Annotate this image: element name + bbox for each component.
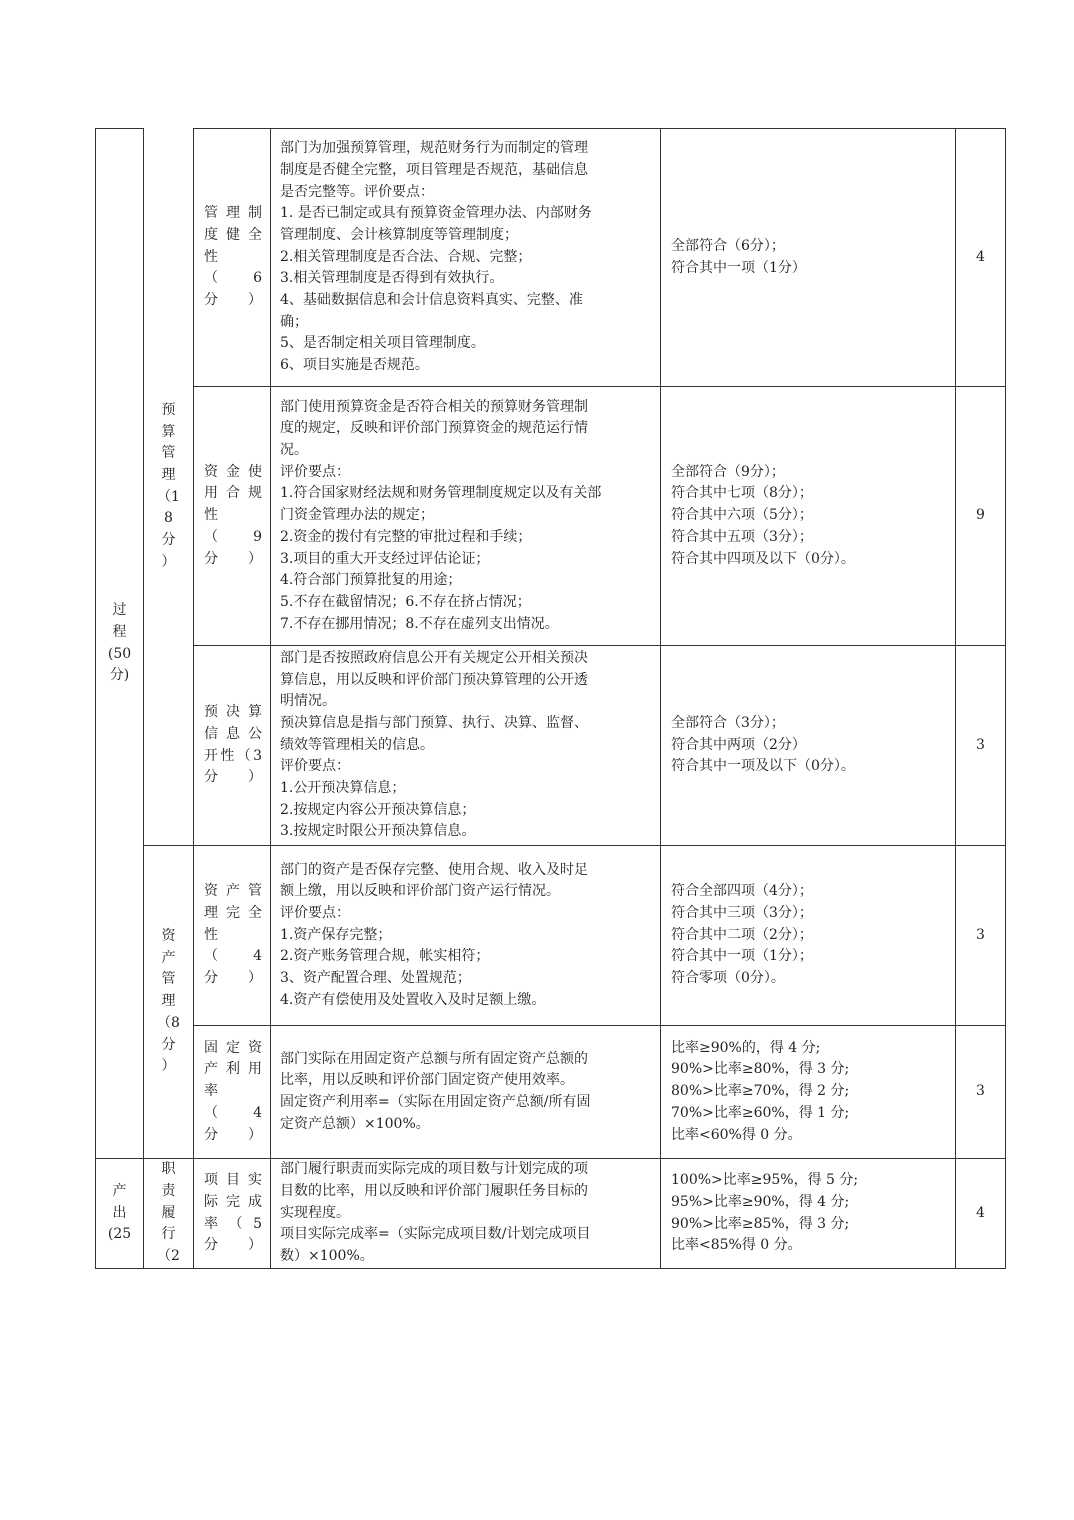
criteria-cell (661, 646, 956, 846)
description-cell-line: 部门是否按照政府信息公开有关规定公开相关预决 (280, 649, 588, 666)
indicator-cell-line: 性 (204, 507, 218, 524)
subcategory-cell (144, 129, 194, 846)
criteria-cell-line: 符合其中七项（8分）； (671, 485, 813, 502)
description-cell-line: 1.公开预决算信息； (280, 780, 406, 797)
description-cell-line: 3、资产配置合理、处置规范； (280, 970, 471, 987)
category-cell-line: 分) (109, 667, 130, 684)
criteria-cell-line: 符合零项（0分）。 (671, 970, 785, 987)
criteria-cell-line: 符合其中六项（5分）； (671, 507, 813, 524)
criteria-cell-line: 符合其中两项（2分） (671, 736, 806, 753)
description-cell-line: 评价要点： (280, 904, 350, 921)
description-cell-line: 3.项目的重大开支经过评估论证； (280, 550, 490, 567)
criteria-cell-line: 70%>比率≥60%，得 1 分; (671, 1104, 850, 1121)
description-cell-line: 定资产总额）×100%。 (280, 1115, 430, 1132)
criteria-cell-line: 90%>比率≥85%，得 3 分; (671, 1215, 850, 1232)
description-cell (271, 1026, 661, 1159)
description-cell-line: 2.按规定内容公开预决算信息； (280, 801, 476, 818)
description-cell-line: 评价要点： (280, 758, 350, 775)
subcategory-cell-line: 算 (161, 423, 176, 440)
indicator-cell-line: 性 (204, 248, 218, 265)
indicator-cell (194, 129, 271, 387)
indicator-cell (194, 846, 271, 1026)
subcategory-cell-line: 资 (161, 928, 176, 945)
criteria-cell-line: 符合其中一项及以下（0分）。 (671, 758, 855, 775)
description-cell (271, 387, 661, 646)
indicator-cell-line: 度 健 全 (204, 226, 262, 243)
indicator-cell-line: 分） (204, 1237, 262, 1254)
indicator-cell (194, 1026, 271, 1159)
description-cell-line: 度的规定，反映和评价部门预算资金的规范运行情 (280, 420, 588, 437)
indicator-cell-line: 理 完 全 (204, 904, 262, 921)
criteria-cell-line: 全部符合（9分）； (671, 463, 785, 480)
indicator-cell-line: 信 息 公 (204, 725, 262, 742)
indicator-cell-line: 资 产 管 (204, 883, 262, 900)
indicator-cell-line: （ 4 (204, 1104, 262, 1121)
subcategory-cell-line: ） (161, 1058, 176, 1075)
subcategory-cell-line: 管 (161, 445, 176, 462)
category-cell-line: 过 (112, 602, 127, 619)
description-cell-line: 固定资产利用率=（实际在用固定资产总额/所有固 (280, 1094, 591, 1110)
description-cell-line: 部门履行职责而实际完成的项目数与计划完成的项 (280, 1161, 588, 1178)
indicator-cell-line: 预 决 算 (204, 704, 262, 721)
indicator-cell-line: 分） (204, 1126, 262, 1143)
criteria-cell-line: 符合其中三项（3分）； (671, 904, 813, 921)
indicator-cell-line: 开性（3 (204, 747, 262, 764)
description-cell (271, 129, 661, 387)
description-cell-line: 预决算信息是指与部门预算、执行、决算、监督、 (280, 714, 588, 731)
subcategory-cell-line: 行 (161, 1226, 176, 1243)
description-cell-line: 5、是否制定相关项目管理制度。 (280, 335, 485, 352)
description-cell-line: 3.相关管理制度是否得到有效执行。 (280, 270, 504, 287)
criteria-cell-line: 比率<85%得 0 分。 (671, 1237, 802, 1254)
description-cell-line: 部门为加强预算管理，规范财务行为而制定的管理 (280, 140, 588, 157)
description-cell-line: 比率，用以反映和评价部门固定资产使用效率。 (280, 1072, 574, 1089)
criteria-cell-line: 符合其中一项（1分）； (671, 948, 813, 965)
description-cell-line: 绩效等管理相关的信息。 (280, 736, 434, 753)
subcategory-cell-line: 责 (161, 1182, 176, 1199)
score-cell: 4 (956, 1159, 1006, 1269)
subcategory-cell-line: ） (161, 553, 176, 570)
subcategory-cell-line: 管 (161, 971, 176, 988)
evaluation-table (95, 128, 1006, 1269)
criteria-cell-line: 符合其中二项（2分）； (671, 926, 813, 943)
indicator-cell-line: 际 完 成 (204, 1193, 262, 1210)
description-cell (271, 846, 661, 1026)
criteria-cell-line: 符合其中五项（3分）； (671, 528, 813, 545)
subcategory-cell-line: 理 (161, 993, 176, 1010)
description-cell-line: 制度是否健全完整，项目管理是否规范，基础信息 (280, 161, 588, 178)
category-cell-line: 出 (112, 1204, 127, 1221)
table-row (96, 1026, 1006, 1159)
description-cell-line: 数）×100%。 (280, 1248, 374, 1265)
description-cell (271, 646, 661, 846)
indicator-cell-line: 管 理 制 (204, 205, 262, 222)
description-cell-line: 2.资产账务管理合规，帐实相符； (280, 948, 490, 965)
description-cell-line: 4.资产有偿使用及处置收入及时足额上缴。 (280, 991, 546, 1008)
indicator-cell (194, 646, 271, 846)
description-cell-line: 6、项目实施是否规范。 (280, 357, 429, 374)
description-cell (271, 1159, 661, 1269)
description-cell-line: 评价要点： (280, 463, 350, 480)
indicator-cell-line: 产 利 用 (204, 1061, 262, 1078)
description-cell-line: 部门实际在用固定资产总额与所有固定资产总额的 (280, 1050, 588, 1067)
score-cell: 3 (956, 846, 1006, 1026)
category-cell-line: 程 (112, 623, 127, 640)
description-cell-line: 3.按规定时限公开预决算信息。 (280, 823, 476, 840)
description-cell-line: 1.符合国家财经法规和财务管理制度规定以及有关部 (280, 485, 602, 502)
subcategory-cell-line: 产 (161, 949, 176, 966)
description-cell-line: 7.不存在挪用情况；8.不存在虚列支出情况。 (280, 615, 559, 632)
criteria-cell-line: 比率<60%得 0 分。 (671, 1126, 802, 1143)
criteria-cell (661, 129, 956, 387)
indicator-cell-line: 项 目 实 (204, 1172, 262, 1189)
criteria-cell-line: 95%>比率≥90%，得 4 分; (671, 1193, 850, 1210)
subcategory-cell-line: 8 (164, 510, 173, 527)
subcategory-cell (144, 846, 194, 1159)
description-cell-line: 是否完整等。评价要点： (280, 183, 434, 200)
score-cell: 9 (956, 387, 1006, 646)
indicator-cell (194, 387, 271, 646)
table-row (96, 846, 1006, 1026)
indicator-cell-line: 率 (204, 1083, 218, 1100)
indicator-cell-line: 资 金 使 (204, 463, 262, 480)
indicator-cell (194, 1159, 271, 1269)
criteria-cell-line: 80%>比率≥70%，得 2 分; (671, 1083, 850, 1100)
table-row (96, 129, 1006, 387)
table-row (96, 646, 1006, 846)
score-cell: 3 (956, 1026, 1006, 1159)
description-cell-line: 额上缴，用以反映和评价部门资产运行情况。 (280, 883, 560, 900)
subcategory-cell-line: 分 (161, 532, 176, 549)
description-cell-line: 5.不存在截留情况；6.不存在挤占情况； (280, 593, 531, 610)
criteria-cell-line: 符合全部四项（4分）； (671, 883, 813, 900)
description-cell-line: 目数的比率，用以反映和评价部门履职任务目标的 (280, 1182, 588, 1199)
subcategory-cell-line: （1 (157, 488, 180, 505)
category-cell-line: (50 (107, 645, 132, 662)
description-cell-line: 明情况。 (280, 693, 336, 710)
category-cell (96, 129, 144, 1159)
indicator-cell-line: 性 (204, 926, 218, 943)
score-cell: 3 (956, 646, 1006, 846)
subcategory-cell-line: （2 (157, 1248, 180, 1265)
table-row (96, 1159, 1006, 1269)
criteria-cell (661, 387, 956, 646)
subcategory-cell-line: 理 (161, 467, 176, 484)
indicator-cell-line: （ 6 (204, 270, 262, 287)
subcategory-cell-line: 职 (161, 1161, 176, 1178)
subcategory-cell (144, 1159, 194, 1269)
subcategory-cell-line: 分 (161, 1036, 176, 1053)
criteria-cell-line: 90%>比率≥80%，得 3 分; (671, 1061, 850, 1078)
description-cell-line: 2.相关管理制度是否合法、合规、完整； (280, 248, 532, 265)
subcategory-cell-line: （8 (157, 1014, 180, 1031)
subcategory-cell-line: 履 (161, 1204, 176, 1221)
indicator-cell-line: 分） (204, 970, 262, 987)
indicator-cell-line: 分） (204, 769, 262, 786)
criteria-cell (661, 1159, 956, 1269)
description-cell-line: 4、基础数据信息和会计信息资料真实、完整、准 (280, 292, 583, 309)
description-cell-line: 实现程度。 (280, 1204, 350, 1221)
category-cell-line: 产 (112, 1182, 127, 1199)
description-cell-line: 管理制度、会计核算制度等管理制度； (280, 226, 518, 243)
subcategory-cell-line: 预 (161, 401, 176, 418)
indicator-cell-line: 固 定 资 (204, 1039, 262, 1056)
table-row (96, 387, 1006, 646)
description-cell-line: 门资金管理办法的规定； (280, 507, 434, 524)
indicator-cell-line: 率 （ 5 (204, 1215, 262, 1232)
category-cell (96, 1159, 144, 1269)
description-cell-line: 况。 (280, 442, 308, 459)
criteria-cell-line: 符合其中四项及以下（0分）。 (671, 550, 855, 567)
category-cell-line: (25 (107, 1226, 132, 1243)
indicator-cell-line: 分） (204, 550, 262, 567)
indicator-cell-line: 用 合 规 (204, 485, 262, 502)
criteria-cell-line: 全部符合（3分）； (671, 714, 785, 731)
criteria-cell (661, 1026, 956, 1159)
indicator-cell-line: （ 9 (204, 528, 262, 545)
criteria-cell (661, 846, 956, 1026)
indicator-cell-line: 分） (204, 292, 262, 309)
criteria-cell-line: 比率≥90%的，得 4 分; (671, 1039, 821, 1056)
criteria-cell-line: 全部符合（6分）； (671, 237, 785, 254)
criteria-cell-line: 100%>比率≥95%，得 5 分; (671, 1172, 859, 1189)
description-cell-line: 部门的资产是否保存完整、使用合规、收入及时足 (280, 861, 588, 878)
description-cell-line: 确； (280, 313, 308, 330)
description-cell-line: 部门使用预算资金是否符合相关的预算财务管理制 (280, 398, 588, 415)
indicator-cell-line: （ 4 (204, 948, 262, 965)
description-cell-line: 1.资产保存完整； (280, 926, 392, 943)
score-cell: 4 (956, 129, 1006, 387)
description-cell-line: 2.资金的拨付有完整的审批过程和手续； (280, 528, 532, 545)
description-cell-line: 4.符合部门预算批复的用途； (280, 572, 462, 589)
description-cell-line: 算信息，用以反映和评价部门预决算管理的公开透 (280, 671, 588, 688)
criteria-cell-line: 符合其中一项（1分） (671, 259, 806, 276)
description-cell-line: 项目实际完成率=（实际完成项目数/计划完成项目 (280, 1226, 591, 1243)
description-cell-line: 1. 是否已制定或具有预算资金管理办法、内部财务 (280, 205, 592, 222)
